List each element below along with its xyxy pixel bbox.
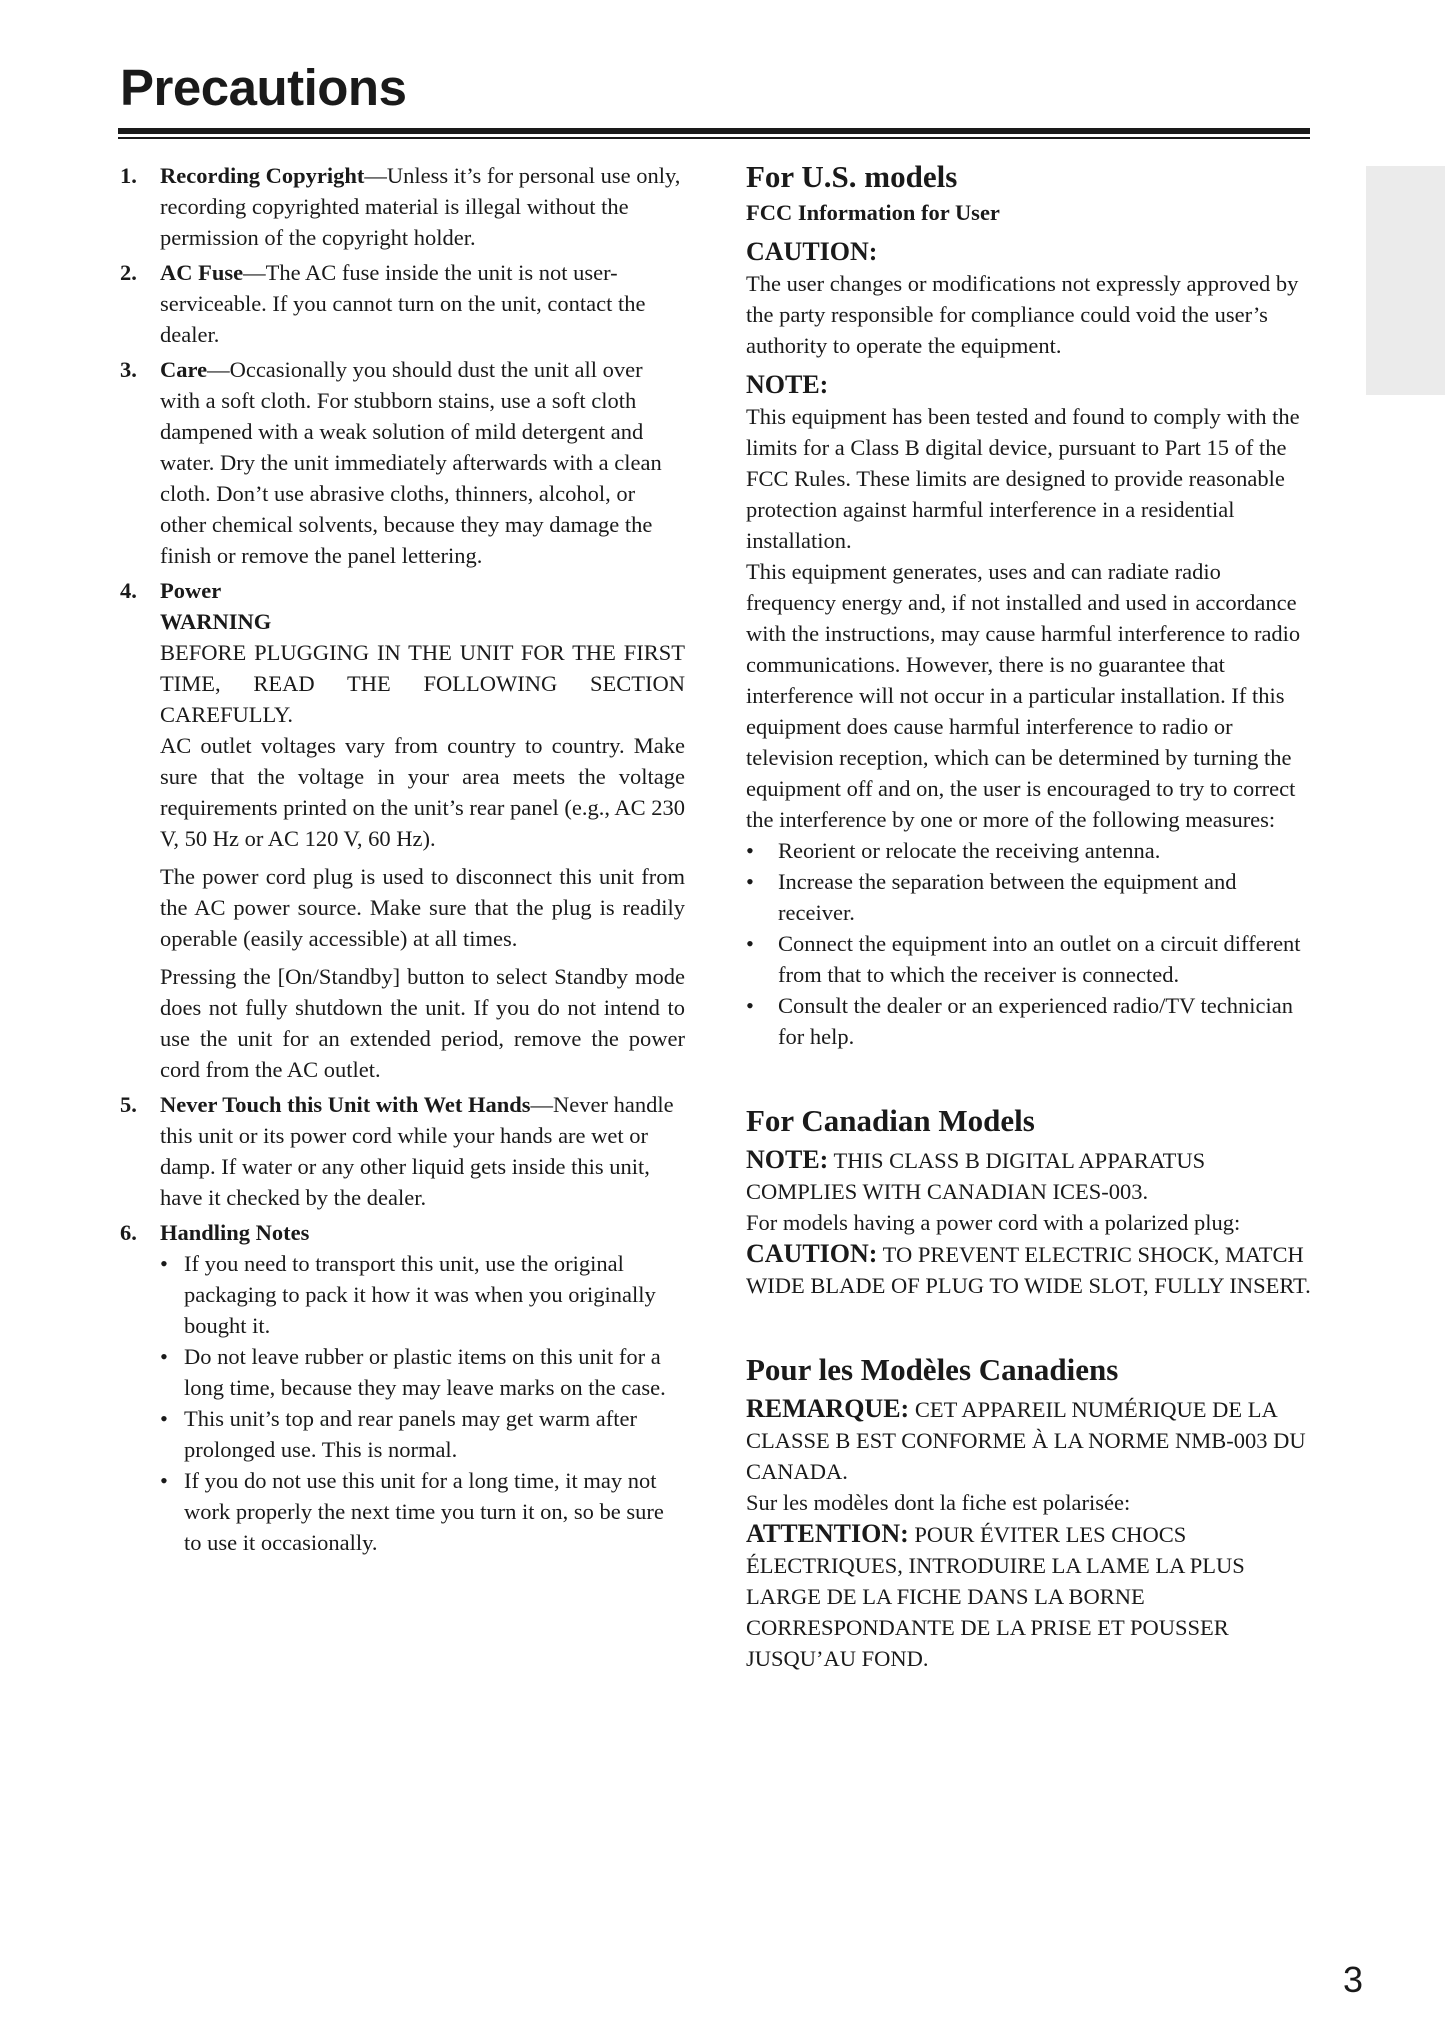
- bullet-icon: •: [160, 1406, 168, 1431]
- precautions-list: [120, 160, 685, 1558]
- section-heading: For U.S. models: [746, 159, 958, 194]
- power-voltage-paragraph: AC outlet voltages vary from country to country. Make sure that the voltage in your area meets the voltage requirements printed on the unit’s rear panel (e.g., AC 230 V, 50 Hz or AC 120 V, 60 Hz).: [160, 733, 685, 851]
- canadian-models-french-section: [746, 1351, 1311, 1674]
- note-text: This equipment has been tested and found to comply with the limits for a Class B digital device, pursuant to Part 15 of the FCC Rules. These limits are designed to provide reasonable protection against harmful interference in a residential installation.: [746, 404, 1300, 553]
- list-item: • Reorient or relocate the receiving antenna.: [746, 835, 1311, 866]
- canada-note: [746, 1144, 1311, 1207]
- page-title: Precautions: [120, 59, 407, 116]
- item-number: 4.: [120, 578, 137, 603]
- bullet-icon: •: [746, 869, 754, 894]
- page-number: 3: [1343, 1959, 1364, 2000]
- note-label: NOTE:: [746, 370, 829, 399]
- note-text: THIS CLASS B DIGITAL APPARATUS COMPLIES WITH CANADIAN ICES-003.: [746, 1148, 1206, 1204]
- left-column: [120, 160, 685, 1562]
- item-heading: Never Touch this Unit with Wet Hands: [160, 1092, 531, 1117]
- list-item: • If you do not use this unit for a long time, it may not work properly the next time you turn it on, so be sure to use it occasionally.: [160, 1465, 685, 1558]
- bullet-icon: •: [746, 993, 754, 1018]
- item-text: —Never handle this unit or its power cord while your hands are wet or damp. If water or any other liquid gets inside this unit, have it checked by the dealer.: [160, 1092, 674, 1210]
- item-number: 6.: [120, 1220, 137, 1245]
- caution-text: The user changes or modifications not expressly approved by the party responsible for compliance could void the user’s authority to operate the equipment.: [746, 271, 1299, 358]
- caution-text: TO PREVENT ELECTRIC SHOCK, MATCH WIDE BLADE OF PLUG TO WIDE SLOT, FULLY INSERT.: [746, 1242, 1311, 1298]
- note-text-continued: This equipment generates, uses and can radiate radio frequency energy and, if not installed and used in accordance with the instructions, may cause harmful interference to radio communications. However, there is no guarantee that interference will not occur in a particular installation. If this equipment does cause harmful interference to radio or television reception, which can be determined by turning the equipment off and on, the user is encouraged to try to correct the interference by one or more of the following measures:: [746, 559, 1301, 832]
- item-number: 2.: [120, 260, 137, 285]
- fcc-subheading: FCC Information for User: [746, 200, 1000, 225]
- note-label: NOTE:: [746, 1145, 829, 1174]
- remarque: [746, 1393, 1311, 1487]
- precaution-item-care: [120, 354, 685, 571]
- precaution-item-recording-copyright: [120, 160, 685, 253]
- rule-thin: [118, 137, 1310, 139]
- item-text: —The AC fuse inside the unit is not user-serviceable. If you cannot turn on the unit, contact the dealer.: [160, 260, 646, 347]
- item-number: 3.: [120, 357, 137, 382]
- list-item: • Consult the dealer or an experienced radio/TV technician for help.: [746, 990, 1311, 1052]
- canada-caution: [746, 1238, 1311, 1301]
- item-text: —Unless it’s for personal use only, recording copyrighted material is illegal without the permission of the copyright holder.: [160, 163, 681, 250]
- precaution-item-wet-hands: [120, 1089, 685, 1213]
- caution-label: CAUTION:: [746, 1239, 878, 1268]
- item-text: —Occasionally you should dust the unit all over with a soft cloth. For stubborn stains, use a soft cloth dampened with a weak solution of mild detergent and water. Dry the unit immediately afterwards with a clean cloth. Don’t use abrasive cloths, thinners, alcohol, or other chemical solvents, because they may damage the finish or remove the panel lettering.: [160, 357, 662, 568]
- us-models-section: [746, 158, 1311, 1052]
- bullet-icon: •: [746, 838, 754, 863]
- caution-label: CAUTION:: [746, 237, 878, 266]
- warning-text: BEFORE PLUGGING IN THE UNIT FOR THE FIRST TIME, READ THE FOLLOWING SECTION CAREFULLY.: [160, 640, 685, 727]
- polarized-plug-text-fr: Sur les modèles dont la fiche est polarisée:: [746, 1490, 1131, 1515]
- remarque-label: REMARQUE:: [746, 1394, 910, 1423]
- item-heading: Power: [160, 578, 222, 603]
- precaution-item-ac-fuse: [120, 257, 685, 350]
- fcc-measures-list: [746, 835, 1311, 1052]
- bullet-icon: •: [160, 1468, 168, 1493]
- item-heading: Recording Copyright: [160, 163, 365, 188]
- attention: [746, 1518, 1311, 1674]
- precaution-item-handling-notes: [120, 1217, 685, 1558]
- attention-text: POUR ÉVITER LES CHOCS ÉLECTRIQUES, INTRODUIRE LA LAME LA PLUS LARGE DE LA FICHE DANS LA BORNE CORRESPONDANTE DE LA PRISE ET POUSSER JUSQU’AU FOND.: [746, 1522, 1245, 1671]
- section-heading: For Canadian Models: [746, 1103, 1035, 1138]
- bullet-icon: •: [160, 1251, 168, 1276]
- precaution-item-power: [120, 575, 685, 1085]
- bullet-icon: •: [160, 1344, 168, 1369]
- list-item: • Increase the separation between the equipment and receiver.: [746, 866, 1311, 928]
- standby-paragraph: Pressing the [On/Standby] button to select Standby mode does not fully shutdown the unit. If you do not intend to use the unit for an extended period, remove the power cord from the AC outlet.: [160, 964, 685, 1082]
- section-side-tab: [1366, 166, 1445, 395]
- list-item: • Do not leave rubber or plastic items on this unit for a long time, because they may leave marks on the case.: [160, 1341, 685, 1403]
- power-cord-paragraph: The power cord plug is used to disconnect this unit from the AC power source. Make sure that the plug is readily operable (easily accessible) at all times.: [160, 864, 685, 951]
- right-column: [746, 158, 1311, 1674]
- warning-label: WARNING: [160, 609, 272, 634]
- item-heading: Care: [160, 357, 208, 382]
- item-heading: AC Fuse: [160, 260, 244, 285]
- handling-notes-list: [160, 1248, 685, 1558]
- item-heading: Handling Notes: [160, 1220, 310, 1245]
- item-number: 5.: [120, 1092, 137, 1117]
- list-item: • This unit’s top and rear panels may get warm after prolonged use. This is normal.: [160, 1403, 685, 1465]
- list-item: • Connect the equipment into an outlet on a circuit different from that to which the receiver is connected.: [746, 928, 1311, 990]
- canadian-models-section: [746, 1102, 1311, 1301]
- list-item: • If you need to transport this unit, use the original packaging to pack it how it was when you originally bought it.: [160, 1248, 685, 1341]
- remarque-text: CET APPAREIL NUMÉRIQUE DE LA CLASSE B EST CONFORME À LA NORME NMB-003 DU CANADA.: [746, 1397, 1306, 1484]
- item-number: 1.: [120, 163, 137, 188]
- bullet-icon: •: [746, 931, 754, 956]
- title-double-rule: [118, 128, 1310, 139]
- attention-label: ATTENTION:: [746, 1519, 909, 1548]
- polarized-plug-text: For models having a power cord with a polarized plug:: [746, 1210, 1241, 1235]
- section-heading: Pour les Modèles Canadiens: [746, 1352, 1119, 1387]
